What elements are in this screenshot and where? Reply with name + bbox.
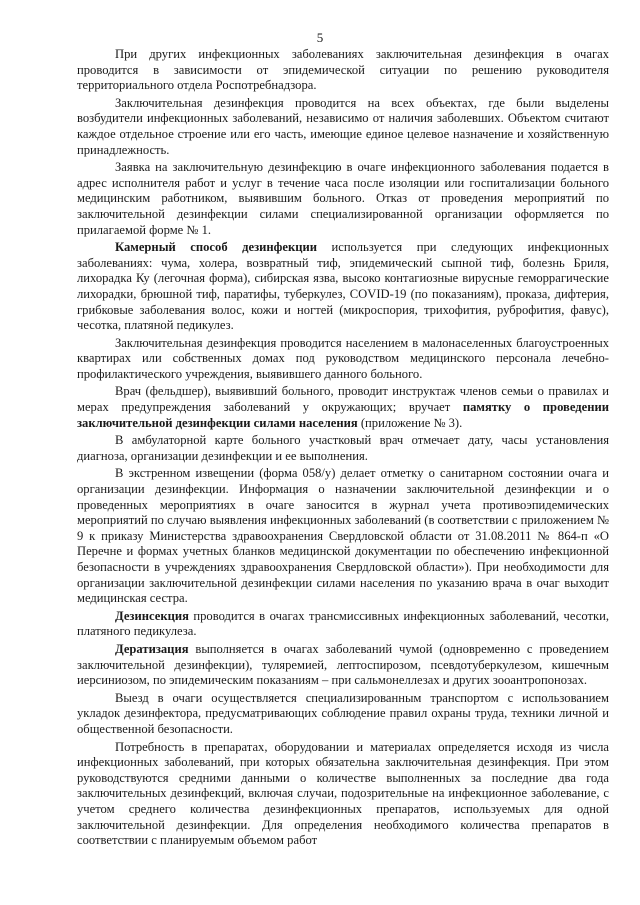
paragraph-text: В экстренном извещении (форма 058/у) делает отметку о санитарном состоянии очага и организации дезинфекции. Информация о назначении заключительной дезинфекции и о проведенных мероприятиях в очаге заносится в журнал учета противоэпидемических мероприятий по случаю выявления инфекционных заболеваний (в соответствии с приложением № 9 к приказу Министерства здравоохранения Свердловской области от 31.08.2011 № 864-п «О Перечне и формах учетных бланков медицинской документации по обеспечению инфекционной безопасности в учреждениях здравоохранения Свердловской области»). При необходимости для организации заключительной дезинфекции силами населения по указанию врача в очаг выходит медицинская сестра.: [77, 466, 609, 606]
paragraph: [77, 384, 609, 431]
paragraph-text: В амбулаторной карте больного участковый врач отмечает дату, часы установления диагноза, организации дезинфекции и ее выполнения.: [77, 433, 609, 463]
paragraph: [77, 609, 609, 640]
paragraph-text: Потребность в препаратах, оборудовании и материалах определяется исходя из числа инфекционных заболеваний, при которых обязательна заключительная дезинфекция. При этом руководствуются средними данными о количестве выполненных за последние два года заключительных дезинфекций, включая случаи, подозрительные на инфекционное заболевание, с учетом среднего количества дезинфекционных препаратов, используемых для одной заключительной дезинфекции. Для определения необходимого количества препаратов в соответствии с планируемым объемом работ: [77, 739, 609, 848]
paragraph: [77, 336, 609, 383]
paragraph-text: Заключительная дезинфекция проводится населением в малонаселенных благоустроенных квартирах или собственных домах под руководством медицинского персонала лечебно-профилактического учреждения, выявившего данного больного.: [77, 335, 609, 381]
paragraph: [77, 466, 609, 606]
bold-term: памятку о проведении заключительной дезинфекции силами населения: [77, 400, 609, 430]
paragraph: [77, 740, 609, 849]
paragraph: [77, 691, 609, 738]
page-number: 5: [316, 30, 324, 45]
paragraph-text: Заявка на заключительную дезинфекцию в очаге инфекционного заболевания подается в адрес исполнителя работ и услуг в течение часа после изоляции или госпитализации больного медицинским работником, выявившим больного. Отказ от проведения мероприятий по заключительной дезинфекции силами специализированной организации оформляется по прилагаемой форме № 1.: [77, 160, 609, 237]
paragraph-text: проводится в очагах трансмиссивных инфекционных заболеваний, чесотки, платяного педикулеза.: [77, 608, 609, 639]
paragraph-text: используется при следующих инфекционных заболеваниях: чума, холера, возвратный тиф, эпидемический сыпной тиф, болезнь Бриля, лихорадка Ку (легочная форма), сибирская язва, высоко контагиозные вирусные геморрагические лихорадки, брюшной тиф, паратифы, туберкулез, COVID-19 (по показаниям), проказа, дифтерия, грибковые заболевания волос, кожи и ногтей (микроспория, трихофития, руброфития, фавус), чесотка, платяной педикулез.: [77, 240, 609, 333]
paragraph-text: Заключительная дезинфекция проводится на всех объектах, где были выделены возбудители инфекционных заболеваний, независимо от наличия заболевших. Объектом считают каждое отдельное строение или его часть, имеющие единое целевое назначение и хозяйственную принадлежность.: [77, 95, 609, 157]
paragraph-text: Выезд в очаги осуществляется специализированным транспортом с использованием укладок дезинфектора, предусматривающих соблюдение правил охраны труда, техники личной и общественной безопасности.: [77, 690, 609, 736]
bold-term: Дератизация: [115, 641, 189, 656]
paragraph: [77, 642, 609, 689]
paragraph: [77, 240, 609, 334]
paragraph: [77, 96, 609, 158]
paragraph-tail: (приложение № 3).: [357, 415, 463, 430]
paragraph: [77, 433, 609, 464]
paragraph-text: Врач (фельдшер), выявивший больного, проводит инструктаж членов семьи о правилах и мерах предупреждения заболеваний у окружающих; вручает: [77, 384, 609, 415]
paragraph: [77, 160, 609, 238]
paragraph: [77, 47, 609, 94]
paragraph-text: выполняется в очагах заболеваний чумой (одновременно с проведением заключительной дезинфекции), туляремией, лептоспирозом, псевдотуберкулезом, кишечным иерсиниозом, по эпидемическим показаниям – при сальмонеллезах и других зооантропонозах.: [77, 641, 609, 688]
paragraph-text: При других инфекционных заболеваниях заключительная дезинфекция в очагах проводится в зависимости от эпидемической ситуации по решению руководителя территориального отдела Роспотребнадзора.: [77, 47, 609, 93]
bold-term: Дезинсекция: [115, 608, 189, 623]
bold-term: Камерный способ дезинфекции: [115, 240, 317, 255]
document-body: [77, 47, 609, 850]
